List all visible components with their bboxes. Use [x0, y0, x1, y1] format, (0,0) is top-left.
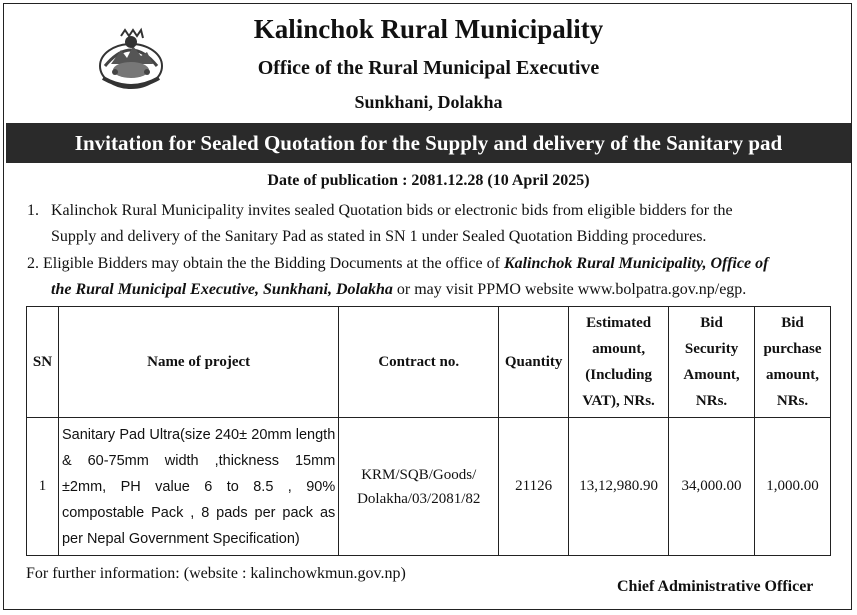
org-name: Kalinchok Rural Municipality — [253, 14, 604, 44]
header-quantity: Quantity — [499, 307, 569, 418]
office-location: Sunkhani, Dolakha — [354, 92, 503, 112]
notice-1-line2: Supply and delivery of the Sanitary Pad as stated in SN 1 under Sealed Quotation Bidding procedures. — [51, 228, 707, 245]
header-estimated-l1: Estimated — [586, 315, 652, 331]
header-estimated-l3: (Including — [585, 367, 652, 383]
header-estimated-l2: amount, — [592, 341, 646, 357]
publication-label: Date of publication : — [267, 172, 408, 189]
further-info: For further information: (website : kalinchowkmun.gov.np) — [26, 565, 406, 582]
header-security-l3: Amount, — [683, 367, 740, 383]
table-header-row — [27, 307, 831, 418]
publication-date — [0, 172, 857, 190]
notice-1-line1: Kalinchok Rural Municipality invites sealed Quotation bids or electronic bids from eligible bidders for the — [51, 202, 733, 219]
notice-1-number: 1. — [27, 202, 39, 219]
cell-contract-l2: Dolakha/03/2081/82 — [357, 490, 481, 507]
cell-contract — [339, 418, 499, 556]
header-purchase-l2: purchase — [763, 341, 822, 357]
notice-2-office-cont: the Rural Municipal Executive, Sunkhani, Dolakha — [51, 281, 393, 298]
cell-project: Sanitary Pad Ultra(size 240± 20mm length & 60-75mm width ,thickness 15mm ±2mm, PH value 6 to 8.5 , 90% compostable Pack , 8 pads per pack as per Nepal Government Specification) — [58, 418, 338, 556]
header-security-l1: Bid — [700, 315, 723, 331]
header-purchase-l3: amount, — [766, 367, 819, 383]
notice-2-text: Eligible Bidders may obtain the the Bidding Documents at the office of — [43, 255, 500, 272]
header-security — [669, 307, 755, 418]
notice-2-line1 — [27, 252, 837, 276]
header-security-l2: Security — [684, 341, 739, 357]
publication-value: 2081.12.28 (10 April 2025) — [411, 172, 590, 189]
notice-title-banner: Invitation for Sealed Quotation for the Supply and delivery of the Sanitary pad — [6, 123, 851, 163]
header-sn: SN — [27, 307, 59, 418]
tender-table — [26, 306, 831, 556]
notice-2-website: or may visit PPMO website www.bolpatra.gov.np/egp. — [396, 281, 747, 298]
notice-2-office: Kalinchok Rural Municipality, Office of — [503, 255, 769, 272]
header-estimated-l4: VAT), NRs. — [582, 393, 655, 409]
header-security-l4: NRs. — [695, 393, 728, 409]
table-row — [27, 418, 831, 556]
header-purchase-l4: NRs. — [776, 393, 809, 409]
office-name: Office of the Rural Municipal Executive — [257, 57, 600, 79]
header-project: Name of project — [58, 307, 338, 418]
header-estimated — [569, 307, 669, 418]
cell-sn: 1 — [27, 418, 59, 556]
header-purchase-l1: Bid — [781, 315, 804, 331]
cell-purchase: 1,000.00 — [755, 418, 831, 556]
cell-contract-l1: KRM/SQB/Goods/ — [361, 466, 477, 483]
signatory: Chief Administrative Officer — [617, 578, 814, 595]
notice-2-number: 2. — [27, 255, 39, 272]
header-contract: Contract no. — [339, 307, 499, 418]
cell-quantity: 21126 — [499, 418, 569, 556]
cell-security: 34,000.00 — [669, 418, 755, 556]
header-purchase — [755, 307, 831, 418]
notice-2-line2 — [51, 278, 841, 302]
cell-estimated: 13,12,980.90 — [569, 418, 669, 556]
